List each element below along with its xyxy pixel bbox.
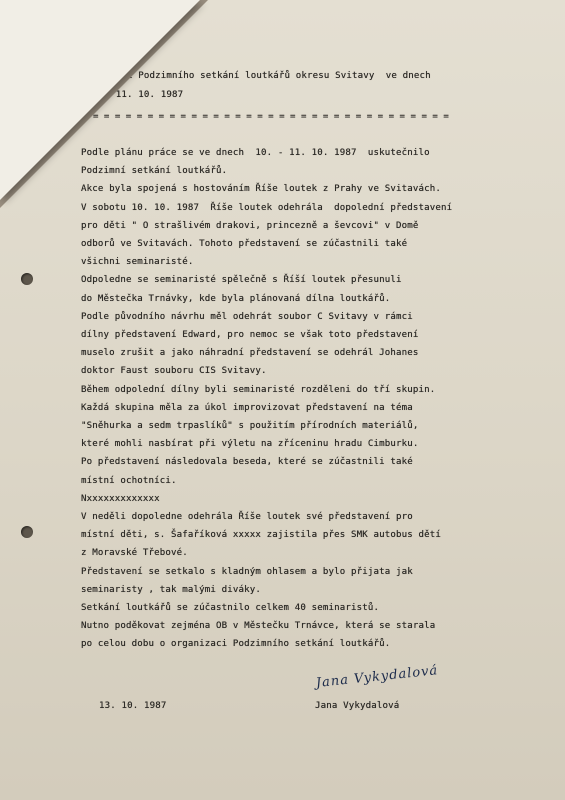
body-line: Akce byla spojená s hostováním Říše loutek z Prahy ve Svitavách. [81, 184, 441, 194]
body-line: "Sněhurka a sedm trpaslíků" s použitím přírodních materiálů, [81, 421, 419, 431]
body-line: Odpoledne se seminaristé spělečně s Říší loutek přesunuli [81, 275, 402, 285]
body-line: Představení se setkalo s kladným ohlasem a bylo přijata jak [81, 567, 413, 577]
body-line: V neděli dopoledne odehrála Říše loutek své představení pro [81, 512, 413, 522]
document-date: 13. 10. 1987 [99, 701, 167, 711]
body-line: z Moravské Třebové. [81, 548, 188, 558]
body-line: Podle plánu práce se ve dnech 10. - 11. 10. 1987 uskutečnilo [81, 148, 430, 158]
folded-page-corner [0, 0, 200, 200]
separator-line: = = = = = = = = = = = = = = = = = = = = = = = = = = = = = = = = = = [82, 112, 449, 122]
document-title: hodnocení Podzimního setkání loutkářů okresu Svitavy ve dnech [82, 71, 431, 81]
body-line: seminaristy , tak malými diváky. [81, 585, 261, 595]
handwritten-signature: Jana Vykydalová [315, 663, 439, 691]
body-line: Podle původního návrhu měl odehrát soubor C Svitavy v rámci [81, 312, 413, 322]
body-line: Nutno poděkovat zejména OB v Městečku Trnávce, která se starala [81, 621, 436, 631]
body-line: do Městečka Trnávky, kde byla plánovaná dílna loutkářů. [81, 294, 391, 304]
body-line: odborů ve Svitavách. Tohoto představení se zúčastnili také [81, 239, 408, 249]
body-line: dílny představení Edward, pro nemoc se však toto představení [81, 330, 419, 340]
body-line: všichni seminaristé. [81, 257, 194, 267]
punch-hole [21, 526, 33, 538]
signer-name: Jana Vykydalová [315, 701, 400, 711]
body-line: Po představení následovala beseda, které se zúčastnili také [81, 457, 413, 467]
body-line: Setkání loutkářů se zúčastnilo celkem 40 seminaristů. [81, 603, 380, 613]
punch-hole [21, 273, 33, 285]
body-line: místní děti, s. Šafaříková xxxxx zajistila přes SMK autobus dětí [81, 530, 441, 540]
body-line: Během odpolední dílny byli seminaristé rozděleni do tří skupin. [81, 385, 436, 395]
body-line: místní ochotníci. [81, 476, 177, 486]
body-line: Podzimní setkání loutkářů. [81, 166, 228, 176]
body-line: které mohli nasbírat při výletu na zříceninu hradu Cimburku. [81, 439, 419, 449]
document-title-dates: 10. - 11. 10. 1987 [82, 90, 184, 100]
body-line: muselo zrušit a jako náhradní představení se odehrál Johanes [81, 348, 419, 358]
body-line: po celou dobu o organizaci Podzimního setkání loutkářů. [81, 639, 391, 649]
body-line: doktor Faust souboru CIS Svitavy. [81, 366, 267, 376]
body-line: pro děti " O strašlivém drakovi, princezně a ševcovi" v Domě [81, 221, 419, 231]
body-line: Každá skupina měla za úkol improvizovat představení na téma [81, 403, 413, 413]
body-line: V sobotu 10. 10. 1987 Říše loutek odehrála dopolední představení [81, 203, 453, 213]
body-line: Nxxxxxxxxxxxxx [81, 494, 160, 504]
